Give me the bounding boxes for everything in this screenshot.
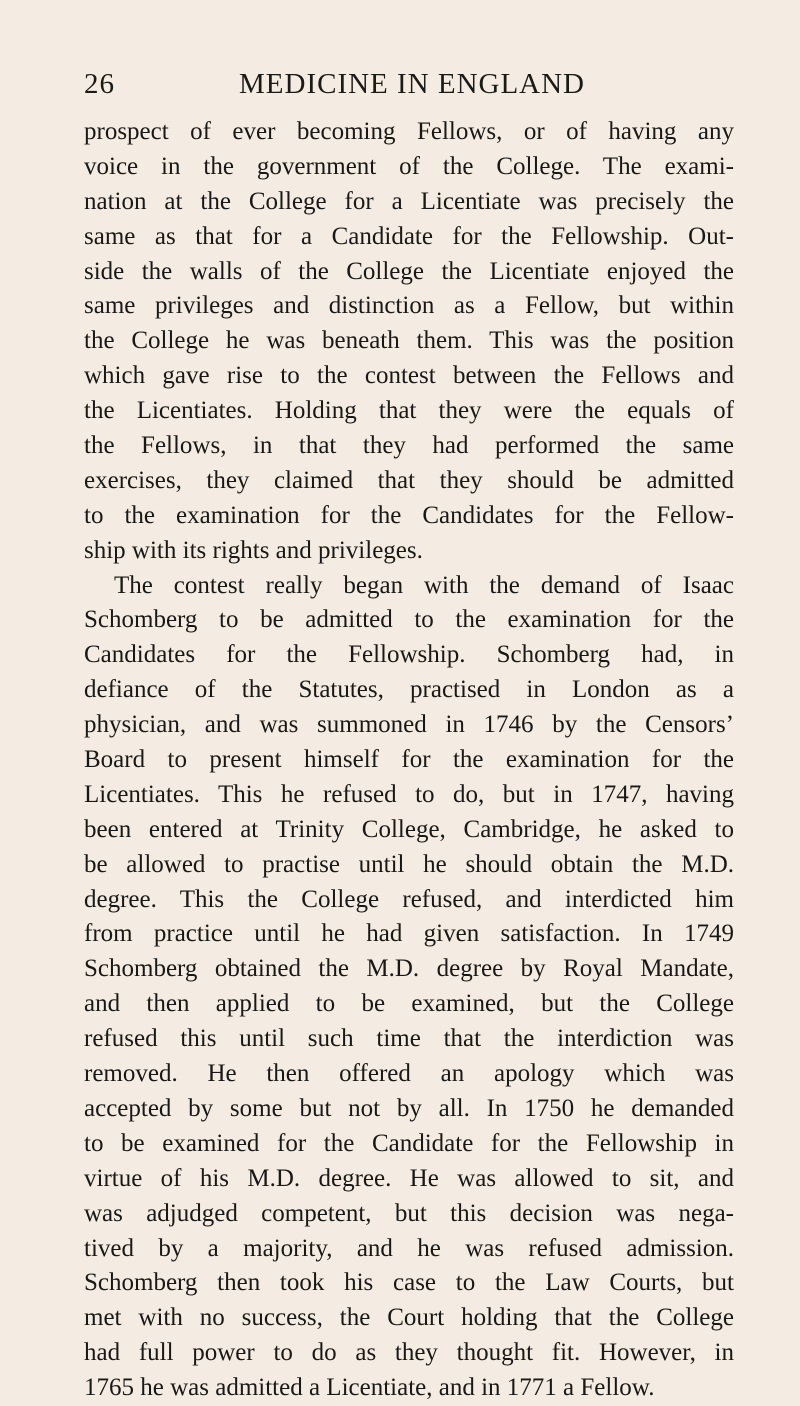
paragraph-2 <box>84 569 734 1406</box>
text-line: The contest really began with the demand of Isaac <box>114 571 734 599</box>
page-number: 26 <box>84 68 115 100</box>
text-line: met with no success, the Court holding that the College <box>84 1304 734 1332</box>
text-line: nation at the College for a Licentiate was precisely the <box>84 187 734 215</box>
text-line: Candidates for the Fellowship. Schomberg had, in <box>84 641 734 669</box>
text-line: accepted by some but not by all. In 1750 he demanded <box>84 1094 734 1122</box>
text-line: tived by a majority, and he was refused admission. <box>84 1234 734 1262</box>
text-line: been entered at Trinity College, Cambridge, he asked to <box>84 815 734 843</box>
text-line: was adjudged competent, but this decision was nega- <box>84 1199 734 1227</box>
text-line: to the examination for the Candidates for the Fellow- <box>84 501 734 529</box>
text-line: from practice until he had given satisfaction. In 1749 <box>84 920 734 948</box>
text-line: defiance of the Statutes, practised in London as a <box>84 676 734 704</box>
text-line: prospect of ever becoming Fellows, or of having any <box>84 118 734 145</box>
text-line: the Fellows, in that they had performed the same <box>84 432 734 460</box>
running-title: MEDICINE IN ENGLAND <box>239 68 586 100</box>
text-line: virtue of his M.D. degree. He was allowed to sit, and <box>84 1164 734 1192</box>
text-line: and then applied to be examined, but the College <box>84 990 734 1018</box>
text-line: the College he was beneath them. This was the position <box>84 327 734 355</box>
text-line: same as that for a Candidate for the Fellowship. Out- <box>84 222 734 250</box>
text-line: which gave rise to the contest between the Fellows and <box>84 362 734 390</box>
text-line: ship with its rights and privileges. <box>84 536 423 564</box>
text-line: be allowed to practise until he should obtain the M.D. <box>84 850 734 878</box>
text-line: removed. He then offered an apology which was <box>84 1060 734 1088</box>
text-line: to be examined for the Candidate for the Fellowship in <box>84 1129 734 1157</box>
paragraph-1 <box>84 115 734 569</box>
text-line: voice in the government of the College. The exami- <box>84 152 734 180</box>
text-line: the Licentiates. Holding that they were the equals of <box>84 397 734 425</box>
text-line: 1765 he was admitted a Licentiate, and in 1771 a Fellow. <box>84 1374 655 1402</box>
text-line: Schomberg to be admitted to the examination for the <box>84 606 734 634</box>
text-line: refused this until such time that the interdiction was <box>84 1025 734 1053</box>
body-text <box>84 115 734 1406</box>
text-line: same privileges and distinction as a Fellow, but within <box>84 292 734 320</box>
text-line: Schomberg obtained the M.D. degree by Royal Mandate, <box>84 955 734 983</box>
text-line: physician, and was summoned in 1746 by the Censors’ <box>84 711 734 739</box>
text-line: Licentiates. This he refused to do, but in 1747, having <box>84 780 734 808</box>
running-head <box>84 66 734 106</box>
text-line: Board to present himself for the examination for the <box>84 746 734 774</box>
text-line: Schomberg then took his case to the Law Courts, but <box>84 1269 734 1297</box>
text-line: degree. This the College refused, and interdicted him <box>84 885 734 913</box>
text-line: side the walls of the College the Licentiate enjoyed the <box>84 257 734 285</box>
text-line: exercises, they claimed that they should be admitted <box>84 466 734 494</box>
text-line: had full power to do as they thought fit. However, in <box>84 1339 734 1367</box>
